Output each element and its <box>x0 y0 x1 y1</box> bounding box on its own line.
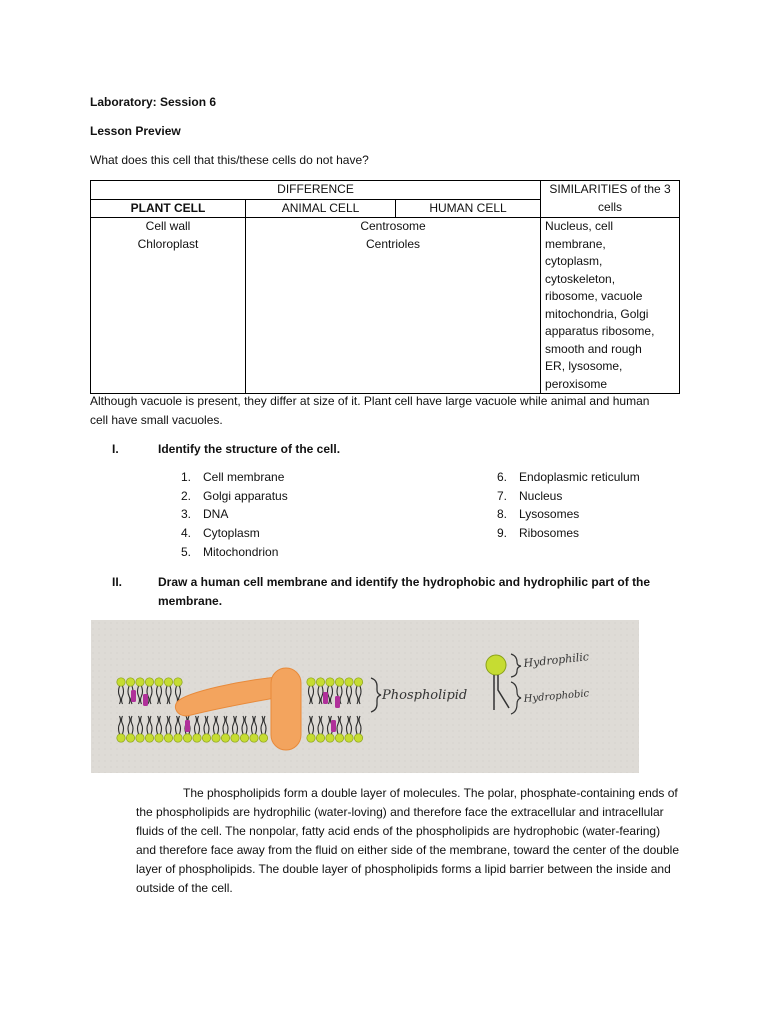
head-bottom <box>316 734 324 742</box>
structure-list-left <box>181 468 288 562</box>
similarities-line: smooth and rough <box>545 341 642 356</box>
head-top <box>117 678 125 686</box>
list-number: 9. <box>497 526 508 541</box>
list-number: 4. <box>181 526 192 541</box>
structure-list-right <box>497 468 640 543</box>
list-label: DNA <box>203 507 229 522</box>
similarities-line: Nucleus, cell <box>545 219 614 233</box>
cell-membrane-drawing <box>91 620 639 773</box>
section-1-heading: Identify the structure of the cell. <box>158 442 341 456</box>
cholesterol-mark <box>323 692 328 704</box>
head-top <box>354 678 362 686</box>
list-item <box>181 505 288 524</box>
head-top <box>126 678 134 686</box>
list-item <box>497 468 640 487</box>
head-bottom <box>354 734 362 742</box>
cholesterol-mark <box>143 694 148 706</box>
animal-cell-header: ANIMAL CELL <box>246 199 396 218</box>
phospholipid-label: Phospholipid <box>382 688 468 703</box>
head-bottom <box>145 734 153 742</box>
similarities-line: membrane, <box>545 236 606 251</box>
similarities-line: ribosome, vacuole <box>545 289 643 303</box>
head-top <box>326 678 334 686</box>
list-item <box>181 524 288 543</box>
head-bottom <box>326 734 334 742</box>
head-bottom <box>345 734 353 742</box>
section-2-heading-line-1: Draw a human cell membrane and identify the hydrophobic and hydrophilic part of the <box>158 575 651 589</box>
head-top <box>136 678 144 686</box>
integral-protein <box>271 668 301 750</box>
similarities-line: peroxisome <box>545 376 608 391</box>
head-bottom <box>136 734 144 742</box>
comparison-table <box>90 180 680 394</box>
section-2-heading-line-2: membrane. <box>158 594 223 608</box>
hydrophobic-label: Hydrophobic <box>523 688 590 705</box>
similarities-line: cytoskeleton, <box>545 271 616 286</box>
list-label: Golgi apparatus <box>203 488 288 503</box>
list-number: 5. <box>181 544 192 559</box>
head-bottom <box>259 734 267 742</box>
head-top <box>155 678 163 686</box>
head-top <box>307 678 315 686</box>
head-bottom <box>193 734 201 742</box>
list-label: Nucleus <box>519 488 563 503</box>
plant-cell-header: PLANT CELL <box>91 199 246 218</box>
list-item <box>181 543 288 562</box>
animal-human-value: Centrioles <box>366 236 421 251</box>
cholesterol-mark <box>335 696 340 708</box>
head-bottom <box>212 734 220 742</box>
list-number: 2. <box>181 488 192 503</box>
head-bottom <box>250 734 258 742</box>
list-label: Ribosomes <box>519 526 580 541</box>
section-2-numeral: II. <box>112 575 123 589</box>
cholesterol-mark <box>185 720 190 732</box>
similarities-header: SIMILARITIES of the 3 cells <box>541 181 680 218</box>
head-bottom <box>183 734 191 742</box>
head-bottom <box>221 734 229 742</box>
question-text: What does this cell that this/these cells do not have? <box>90 153 369 167</box>
explanation-paragraph: The phospholipids form a double layer of molecules. The polar, phosphate-containing ends of the phospholipids are hydrophilic (water-loving) and therefore face the extracellular and intracellular fluids of the cell. The nonpolar, fatty acid ends of the phospholipids are hydrophobic (water-fearing) and therefore face away from the fluid on either side of the membrane, toward the center of the double layer of phospholipids. The double layer of phospholipids forms a lipid barrier between the inside and outside of the cell. <box>136 786 679 895</box>
similarities-line: mitochondria, Golgi <box>545 306 649 321</box>
list-item <box>181 487 288 506</box>
head-bottom <box>155 734 163 742</box>
list-number: 7. <box>497 488 508 503</box>
similarities-line: apparatus ribosome, <box>545 324 655 338</box>
list-number: 1. <box>181 470 192 484</box>
list-number: 8. <box>497 507 508 522</box>
list-item <box>181 468 288 487</box>
plant-cell-values <box>91 218 246 394</box>
list-label: Cell membrane <box>203 470 285 484</box>
list-item <box>497 524 640 543</box>
head-bottom <box>164 734 172 742</box>
list-label: Mitochondrion <box>203 544 279 559</box>
head-bottom <box>117 734 125 742</box>
list-label: Cytoplasm <box>203 526 260 541</box>
phospholipid-head-icon <box>486 655 506 675</box>
list-item <box>497 487 640 506</box>
head-top <box>335 678 343 686</box>
head-bottom <box>126 734 134 742</box>
head-bottom <box>174 734 182 742</box>
head-top <box>345 678 353 686</box>
similarities-line: cytoplasm, <box>545 254 603 268</box>
human-cell-header: HUMAN CELL <box>396 199 541 218</box>
head-bottom <box>202 734 210 742</box>
cholesterol-mark <box>331 720 336 732</box>
list-number: 3. <box>181 507 192 522</box>
list-item <box>497 505 640 524</box>
head-top <box>174 678 182 686</box>
difference-header: DIFFERENCE <box>91 181 541 200</box>
plant-value: Cell wall <box>145 219 191 233</box>
animal-human-values <box>246 218 541 394</box>
section-1-numeral: I. <box>112 442 119 456</box>
animal-human-value: Centrosome <box>360 219 426 233</box>
head-top <box>145 678 153 686</box>
head-bottom <box>307 734 315 742</box>
head-bottom <box>335 734 343 742</box>
similarities-line: ER, lysosome, <box>545 359 623 373</box>
similarities-values <box>541 218 680 394</box>
head-top <box>164 678 172 686</box>
document-title: Laboratory: Session 6 <box>90 95 217 109</box>
head-top <box>316 678 324 686</box>
list-label: Lysosomes <box>519 507 580 522</box>
hydrophilic-label: Hydrophilic <box>522 650 590 670</box>
cholesterol-mark <box>131 690 136 702</box>
list-number: 6. <box>497 470 508 484</box>
head-bottom <box>231 734 239 742</box>
list-label: Endoplasmic reticulum <box>519 470 640 484</box>
plant-value: Chloroplast <box>137 236 199 251</box>
lesson-preview-heading: Lesson Preview <box>90 124 181 138</box>
vacuole-note: Although vacuole is present, they differ at size of it. Plant cell have large vacuole while animal and human cell have small vacuoles. <box>90 394 650 427</box>
head-bottom <box>240 734 248 742</box>
